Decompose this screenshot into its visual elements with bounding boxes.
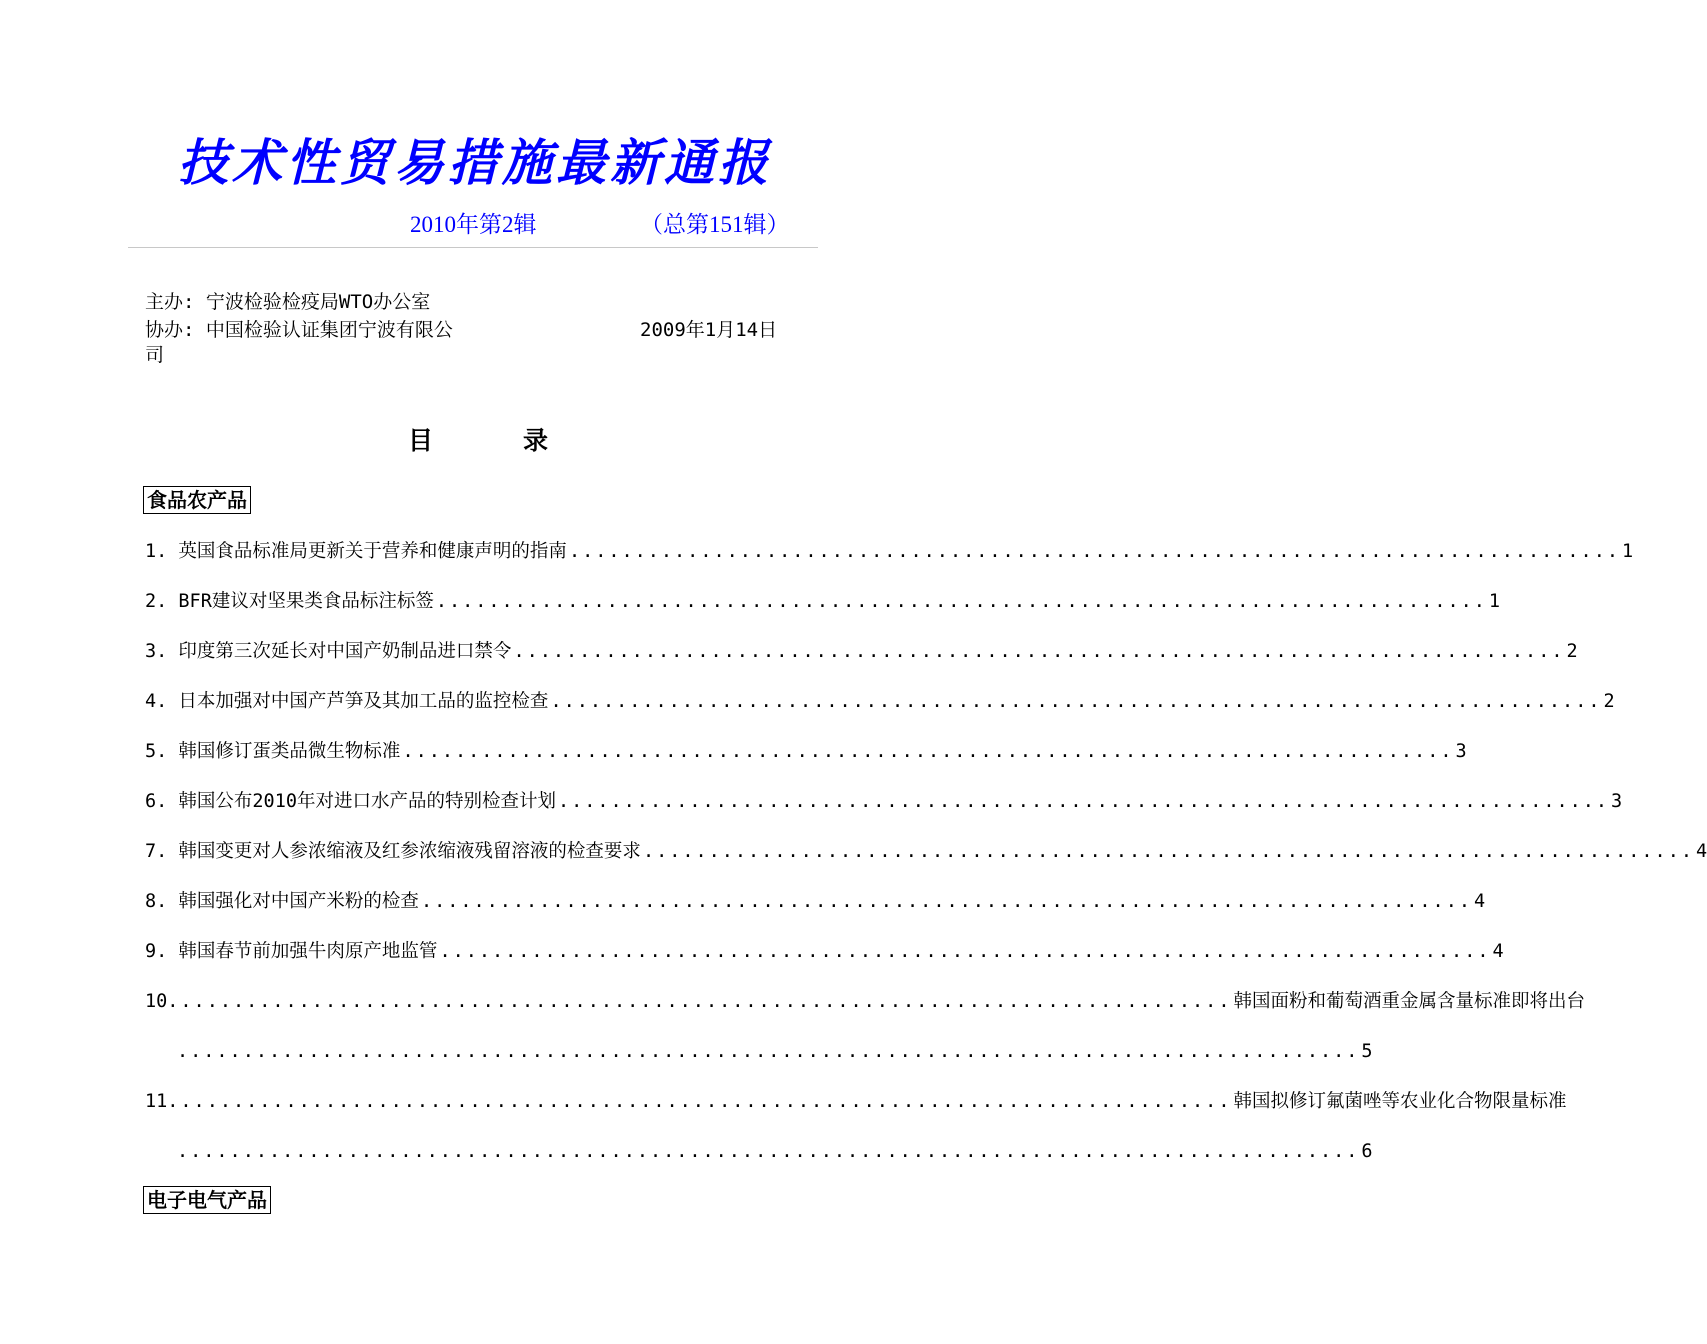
toc-item-8[interactable] <box>145 886 1486 916</box>
toc-item-number: 1. <box>145 541 168 562</box>
toc-leader-dots: ................................................................................ <box>557 791 1610 812</box>
toc-item-page: 4 <box>1695 841 1707 862</box>
toc-item-10[interactable] <box>145 986 1585 1016</box>
toc-item-title: 韩国公布2010年对进口水产品的特别检查计划 <box>178 791 556 812</box>
toc-item-2[interactable] <box>145 586 1501 616</box>
toc-leader-dots: ................................................................................ <box>513 641 1565 662</box>
toc-item-title: 韩国拟修订氟菌唑等农业化合物限量标准 <box>1233 1091 1567 1112</box>
toc-item-4[interactable] <box>145 686 1615 716</box>
toc-item-9[interactable] <box>145 936 1504 966</box>
host-organizer: 主办: 宁波检验检疫局WTO办公室 <box>145 291 431 313</box>
toc-item-page: 2 <box>1566 641 1578 662</box>
toc-item-number: 8. <box>145 891 168 912</box>
toc-item-number: 11. <box>145 1091 179 1112</box>
toc-heading-char-1: 目 <box>408 426 434 455</box>
toc-leader-dots: ................................................................................ <box>568 541 1620 562</box>
toc-item-title: 印度第三次延长对中国产奶制品进口禁令 <box>178 641 512 662</box>
toc-item-title: 韩国强化对中国产米粉的检查 <box>178 891 419 912</box>
toc-item-3[interactable] <box>145 636 1578 666</box>
toc-leader-dots: .......................................................................................... <box>177 1041 1360 1062</box>
publish-date: 2009年1月14日 <box>640 319 778 341</box>
toc-leader-dots: ................................................................................ <box>435 591 1487 612</box>
toc-item-number: 10. <box>145 991 179 1012</box>
toc-item-title: 韩国修订蛋类品微生物标准 <box>178 741 401 762</box>
toc-item-number: 9. <box>145 941 168 962</box>
toc-item-page: 5 <box>1361 1041 1373 1062</box>
toc-item-title: 日本加强对中国产芦笋及其加工品的监控检查 <box>178 691 549 712</box>
toc-leader-dots: .......................................................................................... <box>177 1141 1360 1162</box>
section-electrical-electronic: 电子电气产品 <box>143 1186 271 1214</box>
toc-item-page: 2 <box>1603 691 1615 712</box>
toc-item-page: 3 <box>1611 791 1623 812</box>
toc-item-11[interactable] <box>145 1086 1567 1116</box>
toc-item-7[interactable] <box>145 836 1707 866</box>
toc-item-page: 4 <box>1473 891 1486 912</box>
toc-item-11-continued[interactable] <box>175 1136 1373 1166</box>
toc-item-title: BFR建议对坚果类食品标注标签 <box>178 591 434 612</box>
issue-number: 2010年第2辑 <box>410 212 537 237</box>
toc-item-10-continued[interactable] <box>175 1036 1373 1066</box>
toc-item-number: 2. <box>145 591 168 612</box>
toc-item-title: 韩国春节前加强牛肉原产地监管 <box>178 941 438 962</box>
toc-item-title: 韩国变更对人参浓缩液及红参浓缩液残留溶液的检查要求 <box>178 841 641 862</box>
co-host-organizer: 协办: 中国检验认证集团宁波有限公 <box>145 319 453 341</box>
toc-leader-dots: ................................................................................ <box>550 691 1602 712</box>
toc-item-number: 6. <box>145 791 168 812</box>
toc-item-5[interactable] <box>145 736 1467 766</box>
toc-item-6[interactable] <box>145 786 1623 816</box>
toc-item-page: 4 <box>1492 941 1504 962</box>
toc-item-1[interactable] <box>145 536 1634 566</box>
toc-item-page: 1 <box>1488 591 1501 612</box>
total-issue-number: （总第151辑） <box>640 212 790 237</box>
toc-item-number: 5. <box>145 741 168 762</box>
toc-item-page: 3 <box>1455 741 1467 762</box>
toc-leader-dots: ................................................................................ <box>642 841 1694 862</box>
section-food-agriculture: 食品农产品 <box>143 486 251 514</box>
bulletin-title: 技术性贸易措施最新通报 <box>178 133 772 192</box>
toc-item-page: 1 <box>1621 541 1634 562</box>
toc-item-page: 6 <box>1361 1141 1373 1162</box>
toc-heading <box>408 423 548 459</box>
toc-leader-dots: ................................................................................ <box>420 891 1472 912</box>
toc-leader-dots: ................................................................................ <box>180 1091 1232 1112</box>
toc-item-title: 韩国面粉和葡萄酒重金属含量标准即将出台 <box>1233 991 1585 1012</box>
header-divider <box>128 247 818 248</box>
toc-item-number: 3. <box>145 641 168 662</box>
toc-item-number: 4. <box>145 691 168 712</box>
toc-leader-dots: ................................................................................ <box>180 991 1232 1012</box>
co-host-organizer-continued: 司 <box>145 344 165 366</box>
toc-item-title: 英国食品标准局更新关于营养和健康声明的指南 <box>178 541 567 562</box>
toc-leader-dots: ................................................................................ <box>439 941 1491 962</box>
toc-item-number: 7. <box>145 841 168 862</box>
toc-heading-char-2: 录 <box>522 426 548 455</box>
toc-leader-dots: ................................................................................ <box>402 741 1454 762</box>
